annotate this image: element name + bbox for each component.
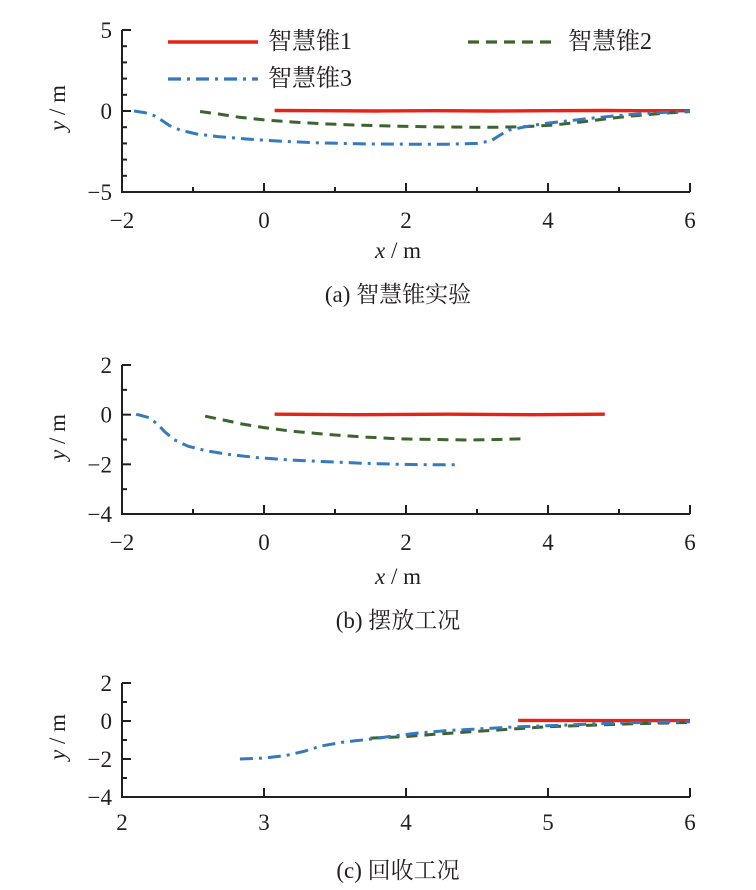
svg-text:4: 4: [542, 208, 554, 233]
svg-text:−2: −2: [109, 530, 135, 555]
svg-text:2: 2: [400, 530, 412, 555]
legend-line-sample-solid: [167, 36, 259, 48]
legend-label-cone2: 智慧锥2: [568, 29, 652, 55]
svg-text:−5: −5: [87, 180, 112, 205]
svg-text:2: 2: [116, 810, 128, 835]
y-axis-label-b: y / m: [45, 414, 70, 460]
legend-line-sample-dashdot: [167, 73, 259, 85]
svg-text:0: 0: [258, 530, 270, 555]
svg-text:0: 0: [100, 402, 112, 428]
svg-text:2: 2: [100, 671, 112, 696]
y-axis-label-c: y / m: [45, 714, 70, 760]
svg-text:0: 0: [100, 99, 112, 124]
svg-text:6: 6: [684, 810, 696, 835]
svg-text:−4: −4: [87, 785, 112, 810]
svg-text:−2: −2: [109, 208, 135, 233]
svg-text:0: 0: [100, 709, 112, 734]
legend-item-cone2: [467, 27, 652, 57]
x-axis-label-a: x / m: [375, 238, 421, 263]
y-axis-label-a: y / m: [45, 85, 70, 131]
legend-label-cone1: 智慧锥1: [268, 29, 352, 55]
subplot-c: [0, 640, 756, 890]
svg-text:5: 5: [542, 810, 554, 835]
svg-text:0: 0: [258, 208, 270, 233]
legend-line-sample-dashed: [467, 36, 559, 48]
svg-text:3: 3: [258, 810, 270, 835]
subplot-c-caption: (c) 回收工况: [336, 858, 460, 883]
svg-text:4: 4: [400, 810, 412, 835]
svg-text:−2: −2: [87, 452, 112, 478]
subplot-a: [0, 0, 756, 330]
chart-b-plot-area: [0, 330, 756, 640]
svg-text:−4: −4: [87, 502, 112, 527]
legend-label-cone3: 智慧锥3: [268, 66, 352, 92]
svg-text:6: 6: [684, 208, 696, 233]
legend-item-cone3: [167, 64, 352, 94]
svg-text:−2: −2: [87, 747, 112, 772]
x-axis-label-b: x / m: [375, 564, 421, 589]
svg-text:2: 2: [100, 353, 112, 378]
svg-text:5: 5: [100, 18, 112, 43]
subplot-a-caption: (a) 智慧锥实验: [324, 282, 472, 307]
svg-text:4: 4: [542, 530, 554, 555]
svg-text:6: 6: [684, 530, 696, 555]
subplot-b-caption: (b) 摆放工况: [335, 608, 461, 633]
svg-text:2: 2: [400, 208, 412, 233]
subplot-b: [0, 330, 756, 640]
legend-item-cone1: [167, 27, 352, 57]
